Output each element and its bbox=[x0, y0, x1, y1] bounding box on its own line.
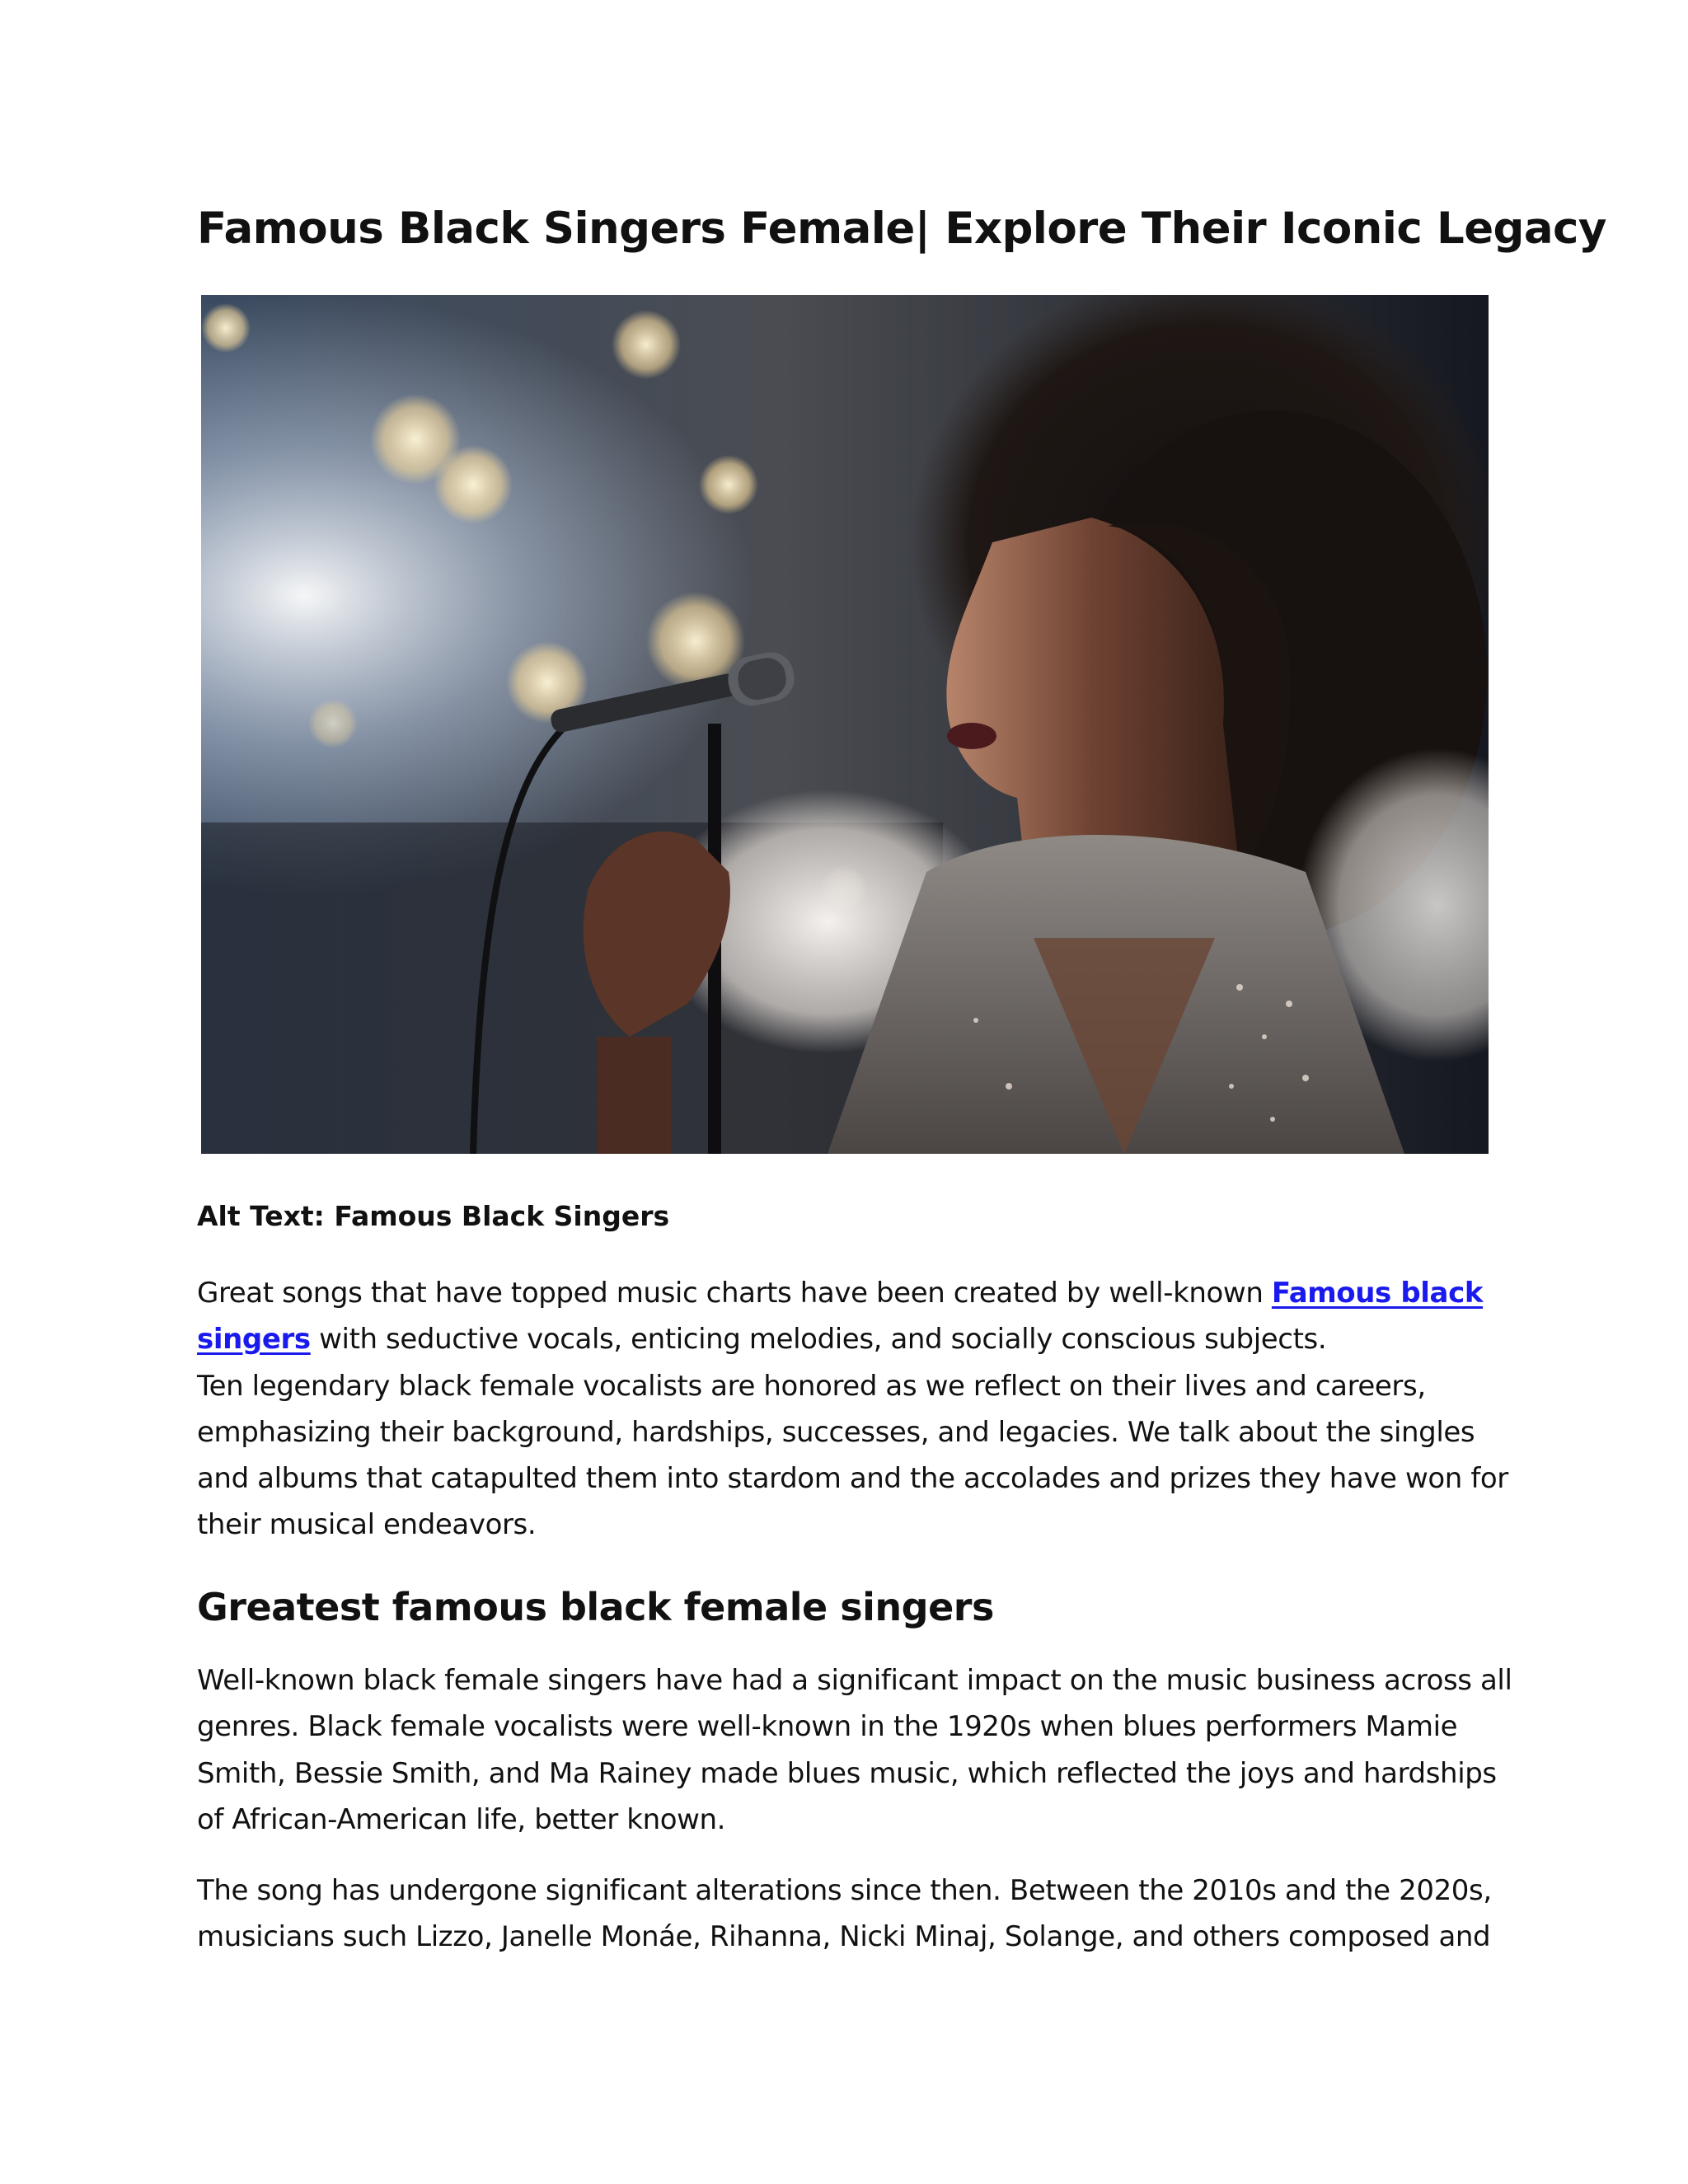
intro-line-4: emphasizing their background, hardships, successes, and legacies. We talk about the singles bbox=[197, 1415, 1475, 1449]
section-p1-line-1: Well-known black female singers have had a significant impact on the music business across all bbox=[197, 1664, 1512, 1697]
intro-text-before-link: Great songs that have topped music charts have been created by well-known bbox=[197, 1277, 1272, 1310]
image-alt-text-caption: Alt Text: Famous Black Singers bbox=[197, 1200, 670, 1232]
singer-photo-illustration bbox=[201, 295, 1489, 1154]
page-title: Famous Black Singers Female| Explore Their Iconic Legacy bbox=[197, 204, 1606, 254]
section-paragraph-2 bbox=[197, 1868, 1507, 1961]
section-paragraph-1 bbox=[197, 1657, 1512, 1843]
section-p1-line-2: genres. Black female vocalists were well-known in the 1920s when blues performers Mamie bbox=[197, 1710, 1458, 1744]
intro-paragraph bbox=[197, 1270, 1507, 1549]
section-p1-line-3: Smith, Bessie Smith, and Ma Rainey made blues music, which reflected the joys and hardships bbox=[197, 1756, 1497, 1790]
famous-black-singers-link-continued[interactable]: singers bbox=[197, 1323, 311, 1357]
section-p1-line-4: of African-American life, better known. bbox=[197, 1802, 726, 1836]
intro-line-1 bbox=[197, 1270, 1507, 1316]
section-p2-line-2: musicians such Lizzo, Janelle Monáe, Rihanna, Nicki Minaj, Solange, and others composed and bbox=[197, 1920, 1491, 1954]
intro-line-3: Ten legendary black female vocalists are honored as we reflect on their lives and careers, bbox=[197, 1369, 1426, 1403]
section-p2-line-1: The song has undergone significant alterations since then. Between the 2010s and the 2020s, bbox=[197, 1874, 1492, 1907]
hero-image-singer bbox=[201, 295, 1489, 1154]
intro-line-5: and albums that catapulted them into stardom and the accolades and prizes they have won for bbox=[197, 1462, 1508, 1496]
famous-black-singers-link[interactable]: Famous black bbox=[1271, 1277, 1484, 1310]
intro-line-6: their musical endeavors. bbox=[197, 1508, 537, 1542]
intro-text-after-link: with seductive vocals, enticing melodies, and socially conscious subjects. bbox=[310, 1323, 1327, 1357]
intro-line-2 bbox=[197, 1316, 1507, 1362]
section-heading: Greatest famous black female singers bbox=[197, 1585, 994, 1629]
